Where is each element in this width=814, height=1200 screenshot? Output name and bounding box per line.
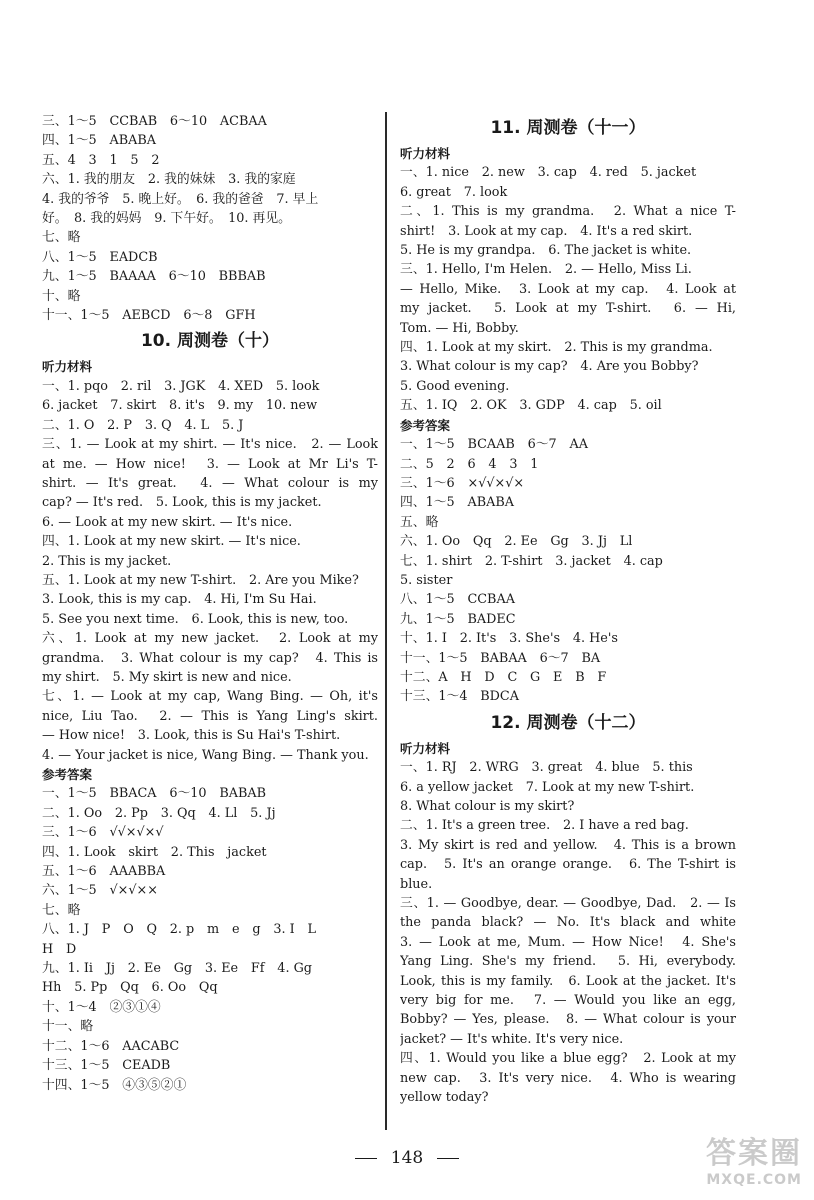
text-line: shirt! 3. Look at my cap. 4. It's a red skirt. <box>400 223 693 239</box>
text-line: 九、1～5 BAAAA 6～10 BBBAB <box>42 269 266 285</box>
column-divider <box>385 112 387 1130</box>
text-line: Tom. — Hi, Bobby. <box>400 320 519 336</box>
text-line: 6. jacket 7. skirt 8. it's 9. my 10. new <box>42 398 318 414</box>
text-line: 九、1. Ii Jj 2. Ee Gg 3. Ee Ff 4. Gg <box>42 961 313 977</box>
text-line: 七、略 <box>42 902 81 918</box>
section-heading: 12. 周测卷（十二） <box>490 712 646 733</box>
text-line: 八、1. J P O Q 2. p m e g 3. I L <box>42 922 316 938</box>
text-line: Bobby? — Yes, please. 8. — What colour is your <box>400 1012 736 1028</box>
text-line: 八、1～5 CCBAA <box>400 592 515 608</box>
text-line: 一、1. nice 2. new 3. cap 4. red 5. jacket <box>400 165 697 181</box>
text-line: nice, Liu Tao. 2. — This is Yang Ling's skirt. <box>42 708 378 724</box>
text-line: 二、1. This is my grandma. 2. What a nice T- <box>400 204 736 220</box>
text-line: 5. Good evening. <box>400 378 510 394</box>
text-line: 四、1. Would you like a blue egg? 2. Look at my <box>400 1051 736 1067</box>
text-line: 2. This is my jacket. <box>42 553 172 569</box>
section-label: 听力材料 <box>400 740 451 756</box>
text-line: grandma. 3. What colour is my cap? 4. This is <box>42 650 378 666</box>
text-line: 4. — Your jacket is nice, Wang Bing. — Thank you. <box>42 747 369 763</box>
text-line: 二、1. O 2. P 3. Q 4. L 5. J <box>42 417 244 433</box>
page-number: 148 <box>390 1148 424 1168</box>
text-line: 十二、1～6 AACABC <box>42 1038 180 1054</box>
text-line: 二、1. Oo 2. Pp 3. Qq 4. Ll 5. Jj <box>42 805 276 821</box>
text-line: cap? — It's red. 5. Look, this is my jacket. <box>42 495 322 511</box>
text-line: 六、1. Oo Qq 2. Ee Gg 3. Jj Ll <box>400 534 633 550</box>
text-line: new cap. 3. It's very nice. 4. Who is wearing <box>400 1070 736 1086</box>
text-line: 八、1～5 EADCB <box>42 249 158 265</box>
text-line: very big for me. 7. — Would you like an egg, <box>400 993 736 1009</box>
watermark-logo <box>682 1128 802 1190</box>
text-line: shirt. — It's great. 4. — What colour is my <box>42 475 378 491</box>
text-line: 七、1. — Look at my cap, Wang Bing. — Oh, it's <box>42 689 378 705</box>
footer-dash-left <box>355 1158 377 1159</box>
text-line: 十一、1～5 BABAA 6～7 BA <box>400 650 601 666</box>
text-line: the panda black? — No. It's black and white <box>400 915 736 931</box>
text-line: 3. My skirt is red and yellow. 4. This is a brown <box>400 837 736 853</box>
section-heading: 10. 周测卷（十） <box>140 331 280 352</box>
text-line: 五、4 3 1 5 2 <box>42 152 160 168</box>
text-line: 三、1. Hello, I'm Helen. 2. — Hello, Miss Li. <box>400 262 692 278</box>
text-line: 4. 我的爷爷 5. 晚上好。 6. 我的爸爸 7. 早上 <box>42 191 319 207</box>
section-label: 听力材料 <box>42 359 93 375</box>
text-line: 3. — Look at me, Mum. — How Nice! 4. She's <box>400 934 736 950</box>
text-line: 五、略 <box>400 514 439 530</box>
text-line: 四、1～5 ABABA <box>42 133 157 149</box>
text-line: 二、1. It's a green tree. 2. I have a red bag. <box>400 818 689 834</box>
text-line: 十二、A H D C G E B F <box>400 669 607 685</box>
watermark-url: MXQE.COM <box>706 1172 802 1188</box>
text-line: 3. Look, this is my cap. 4. Hi, I'm Su Hai. <box>42 592 317 608</box>
text-line: my shirt. 5. My skirt is new and nice. <box>42 669 292 685</box>
text-line: 七、略 <box>42 230 81 246</box>
text-line: 四、1. Look at my new skirt. — It's nice. <box>42 534 301 550</box>
text-line: 三、1～6 ×√√×√× <box>400 475 525 491</box>
text-line: 8. What colour is my skirt? <box>400 799 575 814</box>
text-line: 六、1. Look at my new jacket. 2. Look at my <box>42 631 378 647</box>
text-line: Look, this is my family. 6. Look at the jacket. It's <box>400 973 736 989</box>
section-label: 听力材料 <box>400 146 451 161</box>
text-line: jacket? — It's white. It's very nice. <box>400 1031 624 1047</box>
text-line: 三、1. — Look at my shirt. — It's nice. 2. — Look <box>42 437 378 453</box>
text-line: 六、1～5 √×√×× <box>42 883 158 899</box>
watermark-title: 答案圈 <box>706 1136 802 1171</box>
text-line: 十一、1～5 AEBCD 6～8 GFH <box>42 308 256 324</box>
text-line: 三、1～6 √√×√×√ <box>42 825 164 841</box>
text-line: 好。 8. 我的妈妈 9. 下午好。 10. 再见。 <box>42 211 291 227</box>
text-line: 5. See you next time. 6. Look, this is new, too. <box>42 611 349 627</box>
text-line: 5. sister <box>400 572 453 588</box>
text-line: Hh 5. Pp Qq 6. Oo Qq <box>42 980 218 996</box>
text-line: 四、1. Look skirt 2. This jacket <box>42 844 267 860</box>
text-line: blue. <box>400 876 433 892</box>
section-heading: 11. 周测卷（十一） <box>490 118 646 138</box>
text-line: at me. — How nice! 3. — Look at Mr Li's T- <box>42 456 378 472</box>
text-line: 3. What colour is my cap? 4. Are you Bobby? <box>400 359 699 375</box>
text-line: cap. 5. It's an orange orange. 6. The T-shirt is <box>400 857 736 873</box>
text-line: 一、1～5 BCAAB 6～7 AA <box>400 437 588 453</box>
text-line: 四、1. Look at my skirt. 2. This is my grandma. <box>400 340 713 356</box>
text-line: yellow today? <box>400 1090 489 1106</box>
text-line: 三、1. — Goodbye, dear. — Goodbye, Dad. 2. — Is <box>400 896 736 912</box>
right-column <box>400 112 736 1108</box>
footer-dash-right <box>437 1158 459 1159</box>
text-line: 6. — Look at my new skirt. — It's nice. <box>42 514 293 530</box>
text-line: 三、1～5 CCBAB 6～10 ACBAA <box>42 114 267 129</box>
text-line: 十、1. I 2. It's 3. She's 4. He's <box>400 631 618 647</box>
text-line: 十三、1～4 BDCA <box>400 689 519 705</box>
text-line: 六、1. 我的朋友 2. 我的妹妹 3. 我的家庭 <box>42 172 296 188</box>
text-line: 十、略 <box>42 288 81 304</box>
text-line: 十四、1～5 ④③⑤②① <box>42 1077 187 1093</box>
text-line: 6. a yellow jacket 7. Look at my new T-shirt. <box>400 779 695 795</box>
text-line: 二、5 2 6 4 3 1 <box>400 456 539 472</box>
left-column <box>42 112 378 1095</box>
text-line: 十三、1～5 CEADB <box>42 1058 171 1074</box>
text-line: 6. great 7. look <box>400 184 508 200</box>
text-line: — How nice! 3. Look, this is Su Hai's T-shirt. <box>42 728 341 744</box>
text-line: 十一、略 <box>42 1019 94 1035</box>
text-line: H D <box>42 941 77 957</box>
text-line: 四、1～5 ABABA <box>400 495 515 511</box>
text-line: 一、1～5 BBACA 6～10 BABAB <box>42 786 267 802</box>
section-label: 参考答案 <box>400 417 451 433</box>
text-line: 五、1～6 AAABBA <box>42 864 166 880</box>
text-line: my jacket. 5. Look at my T-shirt. 6. — Hi, <box>400 301 736 317</box>
text-line: 一、1. pqo 2. ril 3. JGK 4. XED 5. look <box>42 378 320 394</box>
text-line: — Hello, Mike. 3. Look at my cap. 4. Look at <box>400 281 736 297</box>
text-line: 5. He is my grandpa. 6. The jacket is white. <box>400 243 692 259</box>
text-line: 五、1. IQ 2. OK 3. GDP 4. cap 5. oil <box>400 398 662 414</box>
text-line: 五、1. Look at my new T-shirt. 2. Are you Mike? <box>42 572 359 588</box>
text-line: 一、1. RJ 2. WRG 3. great 4. blue 5. this <box>400 760 693 776</box>
text-line: 七、1. shirt 2. T-shirt 3. jacket 4. cap <box>400 553 663 569</box>
text-line: Yang Ling. She's my friend. 5. Hi, everybody. <box>400 954 736 970</box>
text-line: 九、1～5 BADEC <box>400 611 516 627</box>
text-line: 十、1～4 ②③①④ <box>42 999 161 1015</box>
section-label: 参考答案 <box>42 767 93 782</box>
